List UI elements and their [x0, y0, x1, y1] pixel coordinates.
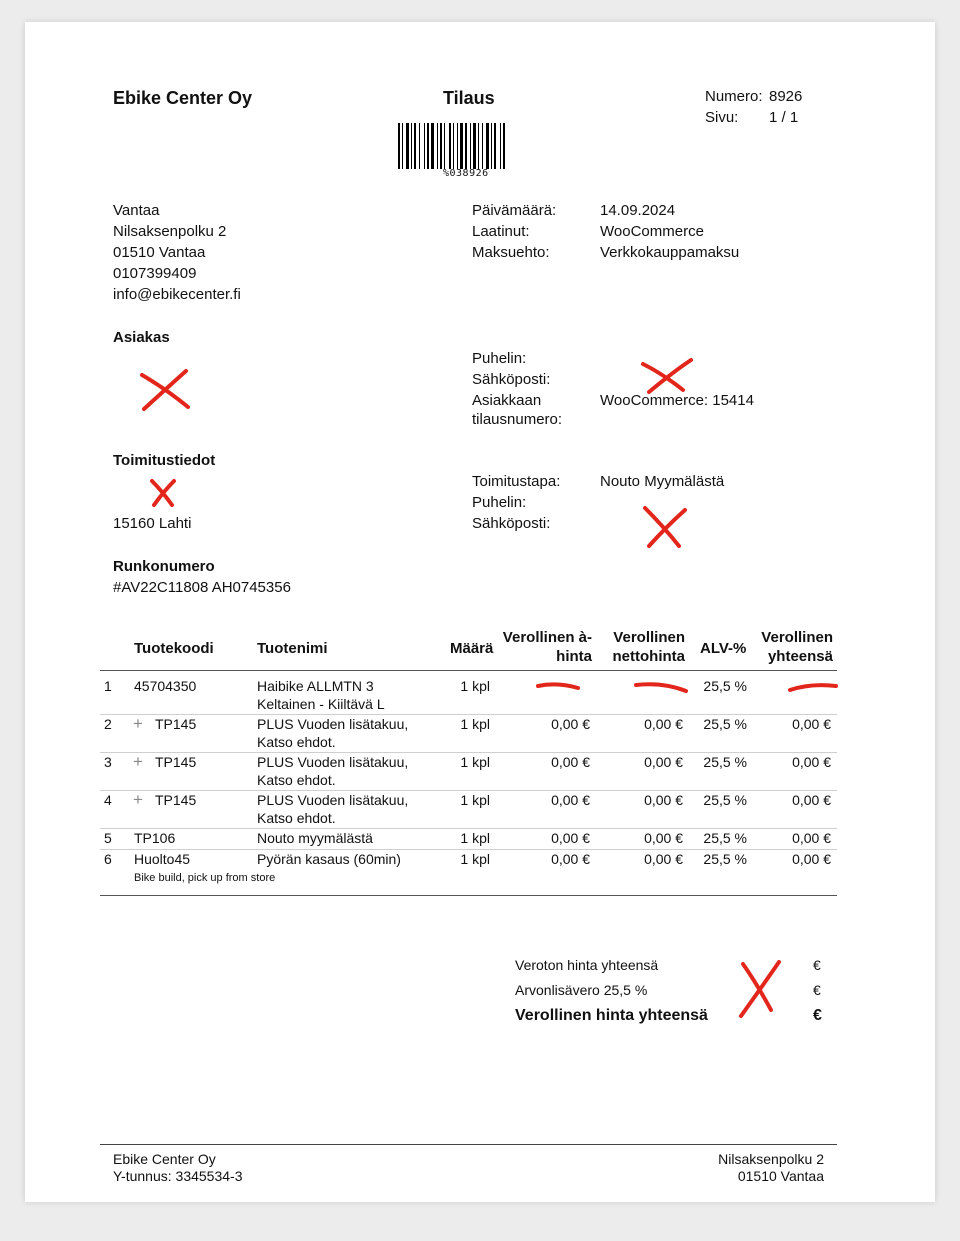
vat-rate: 25,5 % — [703, 851, 747, 867]
plus-icon: + — [133, 790, 143, 809]
vat-rate: 25,5 % — [703, 716, 747, 732]
created-by-value: WooCommerce — [600, 223, 704, 240]
barcode-bar — [453, 123, 454, 169]
net-price: 0,00 € — [644, 792, 683, 808]
barcode-bar — [473, 123, 476, 169]
product-code: TP145 — [155, 754, 197, 770]
row-total: 0,00 € — [792, 792, 831, 808]
customer-order-no-value: WooCommerce: 15414 — [600, 392, 754, 409]
barcode-bar — [427, 123, 429, 169]
barcode-bar — [491, 123, 492, 169]
barcode-bar — [470, 123, 471, 169]
seller-phone: 0107399409 — [113, 265, 197, 282]
product-name-line-2: Keltainen - Kiiltävä L — [257, 696, 385, 712]
col-header-unit-price-2: hinta — [556, 648, 592, 665]
col-header-net-price: Verollinen — [613, 629, 685, 646]
footer-city: 01510 Vantaa — [737, 1168, 824, 1184]
row-number: 2 — [104, 716, 112, 732]
footer-company: Ebike Center Oy — [113, 1151, 216, 1167]
col-header-total: Verollinen — [761, 629, 833, 646]
unit-price: 0,00 € — [551, 851, 590, 867]
quantity: 1 kpl — [460, 678, 490, 694]
col-header-total-2: yhteensä — [767, 648, 833, 665]
gross-total-currency: € — [813, 1007, 822, 1024]
barcode-bar — [460, 123, 463, 169]
table-header-rule — [100, 670, 837, 671]
barcode-bar — [482, 123, 483, 169]
payment-terms-value: Verkkokauppamaksu — [600, 244, 740, 261]
document-title: Tilaus — [443, 88, 495, 108]
barcode-bar — [414, 123, 416, 169]
vat-total-label: Arvonlisävero 25,5 % — [515, 982, 648, 998]
unit-price: 0,00 € — [551, 716, 590, 732]
row-divider — [100, 849, 837, 850]
plus-icon: + — [133, 714, 143, 733]
net-price: 0,00 € — [644, 851, 683, 867]
product-code: TP106 — [134, 830, 176, 846]
net-price: 0,00 € — [644, 830, 683, 846]
unit-price: 0,00 € — [551, 792, 590, 808]
net-total-label: Veroton hinta yhteensä — [515, 957, 659, 973]
order-number-value: 8926 — [769, 88, 803, 105]
row-total: 0,00 € — [792, 830, 831, 846]
order-number-label: Numero: — [705, 88, 763, 105]
redaction-mark — [639, 356, 695, 396]
barcode-bar — [494, 123, 496, 169]
redaction-mark — [148, 477, 178, 509]
row-total: 0,00 € — [792, 754, 831, 770]
frame-number-heading: Runkonumero — [113, 558, 215, 575]
col-header-qty: Määrä — [450, 640, 494, 657]
quantity: 1 kpl — [460, 792, 490, 808]
net-price: 0,00 € — [644, 716, 683, 732]
footer-street: Nilsaksenpolku 2 — [718, 1151, 824, 1167]
row-total: 0,00 € — [792, 851, 831, 867]
quantity: 1 kpl — [460, 716, 490, 732]
redaction-mark — [787, 680, 839, 694]
product-name: Pyörän kasaus (60min) — [257, 851, 401, 867]
delivery-city: 15160 Lahti — [113, 515, 192, 532]
customer-email-label: Sähköposti: — [472, 371, 551, 388]
barcode-bar — [402, 123, 403, 169]
row-divider — [100, 790, 837, 791]
customer-order-no-label: Asiakkaan — [472, 392, 542, 409]
quantity: 1 kpl — [460, 830, 490, 846]
unit-price: 0,00 € — [551, 754, 590, 770]
seller-address-line: Vantaa — [113, 202, 160, 219]
row-total: 0,00 € — [792, 716, 831, 732]
table-bottom-rule — [100, 895, 837, 896]
vat-rate: 25,5 % — [703, 792, 747, 808]
created-by-label: Laatinut: — [472, 223, 530, 240]
product-name: PLUS Vuoden lisätakuu, — [257, 716, 409, 732]
col-header-name: Tuotenimi — [257, 640, 328, 657]
footer-business-id: Y-tunnus: 3345534-3 — [113, 1168, 243, 1184]
barcode-bar — [503, 123, 505, 169]
row-number: 3 — [104, 754, 112, 770]
product-name-line-2: Katso ehdot. — [257, 772, 336, 788]
unit-price: 0,00 € — [551, 830, 590, 846]
col-header-net-price-2: nettohinta — [612, 648, 685, 665]
product-code: TP145 — [155, 716, 197, 732]
delivery-method-value: Nouto Myymälästä — [600, 473, 725, 490]
delivery-email-label: Sähköposti: — [472, 515, 551, 532]
company-name: Ebike Center Oy — [113, 88, 253, 108]
barcode-bar — [444, 123, 445, 169]
delivery-phone-label: Puhelin: — [472, 494, 527, 511]
redaction-mark — [735, 958, 787, 1020]
customer-order-no-label-2: tilausnumero: — [472, 411, 563, 428]
product-name: Haibike ALLMTN 3 — [257, 678, 374, 694]
row-divider — [100, 752, 837, 753]
redaction-mark — [639, 502, 691, 552]
row-number: 1 — [104, 678, 112, 694]
vat-rate: 25,5 % — [703, 830, 747, 846]
row-number: 4 — [104, 792, 112, 808]
vat-rate: 25,5 % — [703, 678, 747, 694]
quantity: 1 kpl — [460, 754, 490, 770]
order-document — [25, 22, 935, 1202]
product-name-line-2: Katso ehdot. — [257, 810, 336, 826]
customer-heading: Asiakas — [113, 329, 170, 346]
product-name-line-2: Katso ehdot. — [257, 734, 336, 750]
page-value: 1 / 1 — [769, 109, 799, 126]
product-name: Nouto myymälästä — [257, 830, 373, 846]
plus-icon: + — [133, 752, 143, 771]
delivery-heading: Toimitustiedot — [113, 452, 216, 469]
vat-rate: 25,5 % — [703, 754, 747, 770]
barcode-bar — [431, 123, 434, 169]
seller-email: info@ebikecenter.fi — [113, 286, 241, 303]
row-number: 6 — [104, 851, 112, 867]
delivery-method-label: Toimitustapa: — [472, 473, 561, 490]
date-value: 14.09.2024 — [600, 202, 676, 219]
date-label: Päivämäärä: — [472, 202, 557, 219]
barcode-bar — [437, 123, 438, 169]
product-name: PLUS Vuoden lisätakuu, — [257, 754, 409, 770]
redaction-mark — [633, 680, 689, 694]
barcode-bar — [411, 123, 412, 169]
barcode-text: %038926 — [443, 168, 489, 179]
barcode-bar — [478, 123, 479, 169]
product-name: PLUS Vuoden lisätakuu, — [257, 792, 409, 808]
redaction-mark — [535, 680, 581, 692]
col-header-code: Tuotekoodi — [134, 640, 214, 657]
col-header-vat: ALV-% — [700, 640, 747, 657]
page-label: Sivu: — [705, 109, 739, 126]
gross-total-label: Verollinen hinta yhteensä — [515, 1007, 708, 1024]
row-number: 5 — [104, 830, 112, 846]
barcode-bar — [465, 123, 467, 169]
barcode-bar — [406, 123, 409, 169]
customer-phone-label: Puhelin: — [472, 350, 527, 367]
barcode-bar — [424, 123, 425, 169]
row-divider — [100, 828, 837, 829]
payment-terms-label: Maksuehto: — [472, 244, 550, 261]
barcode — [398, 123, 538, 169]
barcode-bar — [440, 123, 442, 169]
seller-address-line: Nilsaksenpolku 2 — [113, 223, 227, 240]
barcode-bar — [398, 123, 400, 169]
net-total-currency: € — [813, 957, 821, 973]
frame-number-value: #AV22C11808 AH0745356 — [113, 579, 291, 596]
redaction-mark — [138, 367, 194, 413]
seller-address-line: 01510 Vantaa — [113, 244, 206, 261]
product-code: Huolto45 — [134, 851, 191, 867]
col-header-unit-price: Verollinen à- — [502, 629, 592, 646]
barcode-bar — [500, 123, 501, 169]
footer-rule — [100, 1144, 837, 1145]
quantity: 1 kpl — [460, 851, 490, 867]
row-divider — [100, 714, 837, 715]
barcode-bar — [486, 123, 489, 169]
product-code: TP145 — [155, 792, 197, 808]
vat-total-currency: € — [813, 982, 821, 998]
barcode-bar — [449, 123, 451, 169]
barcode-bar — [457, 123, 458, 169]
row-note: Bike build, pick up from store — [134, 872, 276, 884]
net-price: 0,00 € — [644, 754, 683, 770]
product-code: 45704350 — [134, 678, 197, 694]
barcode-bar — [419, 123, 420, 169]
